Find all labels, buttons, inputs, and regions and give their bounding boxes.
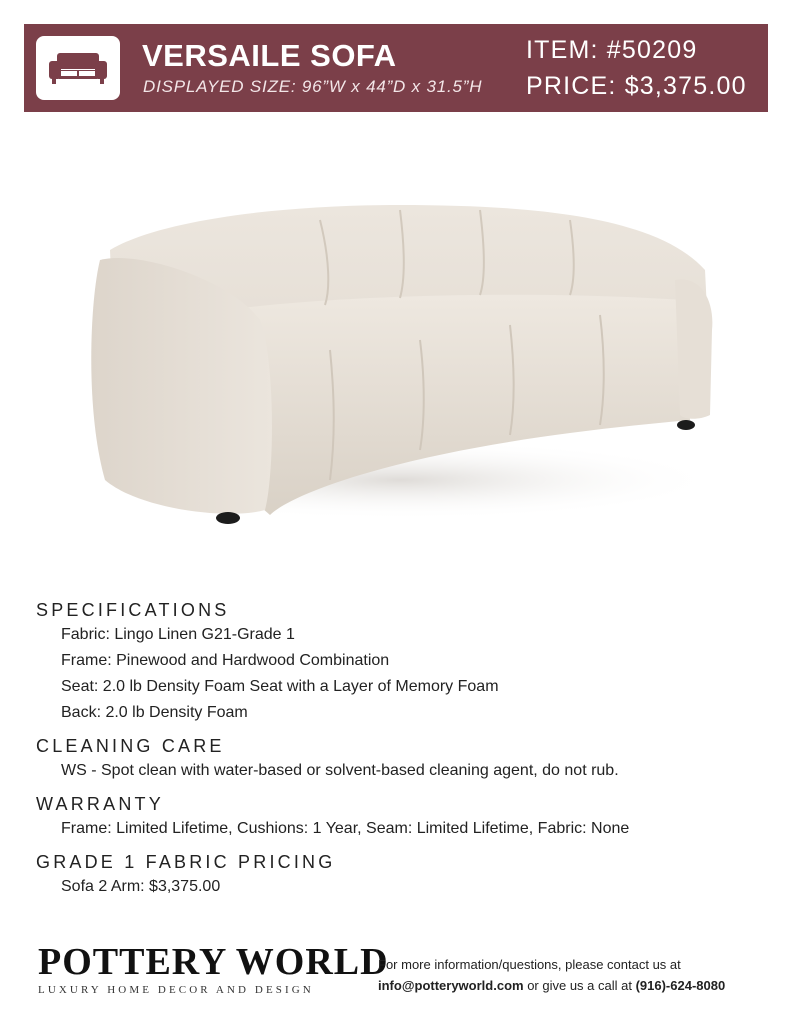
logo-badge [36, 36, 120, 100]
contact-mid-text: or give us a call at [523, 978, 636, 993]
brand-logo [38, 942, 389, 996]
specifications-panel [36, 598, 766, 900]
sofa-product-image [80, 180, 720, 540]
email-link[interactable]: info@potteryworld.com [378, 978, 524, 993]
warranty-heading: WARRANTY [36, 794, 164, 814]
product-title: VERSAILE SOFA [142, 38, 397, 73]
spec-line: Fabric: Lingo Linen G21-Grade 1 [61, 626, 295, 643]
displayed-size: DISPLAYED SIZE: 96”W x 44”D x 31.5”H [143, 77, 483, 96]
pricing-line: Sofa 2 Arm: $3,375.00 [61, 878, 221, 895]
cleaning-line: WS - Spot clean with water-based or solvent-based cleaning agent, do not rub. [61, 762, 619, 779]
brand-tagline: LUXURY HOME DECOR AND DESIGN [38, 984, 314, 996]
item-number: ITEM: #50209 [526, 36, 698, 64]
specifications-heading: SPECIFICATIONS [36, 600, 230, 620]
fabric-pricing-heading: GRADE 1 FABRIC PRICING [36, 852, 336, 872]
cleaning-care-heading: CLEANING CARE [36, 736, 225, 756]
contact-line: For more information/questions, please contact us at [378, 957, 681, 972]
sofa-icon [47, 51, 109, 85]
brand-name: POTTERY WORLD [38, 941, 389, 983]
header-bar [24, 24, 768, 112]
spec-line: Frame: Pinewood and Hardwood Combination [61, 652, 390, 669]
contact-info [378, 954, 725, 996]
product-price: PRICE: $3,375.00 [526, 72, 747, 100]
spec-line: Back: 2.0 lb Density Foam [61, 704, 248, 721]
warranty-line: Frame: Limited Lifetime, Cushions: 1 Year, Seam: Limited Lifetime, Fabric: None [61, 820, 630, 837]
phone-number[interactable]: (916)-624-8080 [635, 978, 726, 993]
spec-line: Seat: 2.0 lb Density Foam Seat with a Layer of Memory Foam [61, 678, 499, 695]
